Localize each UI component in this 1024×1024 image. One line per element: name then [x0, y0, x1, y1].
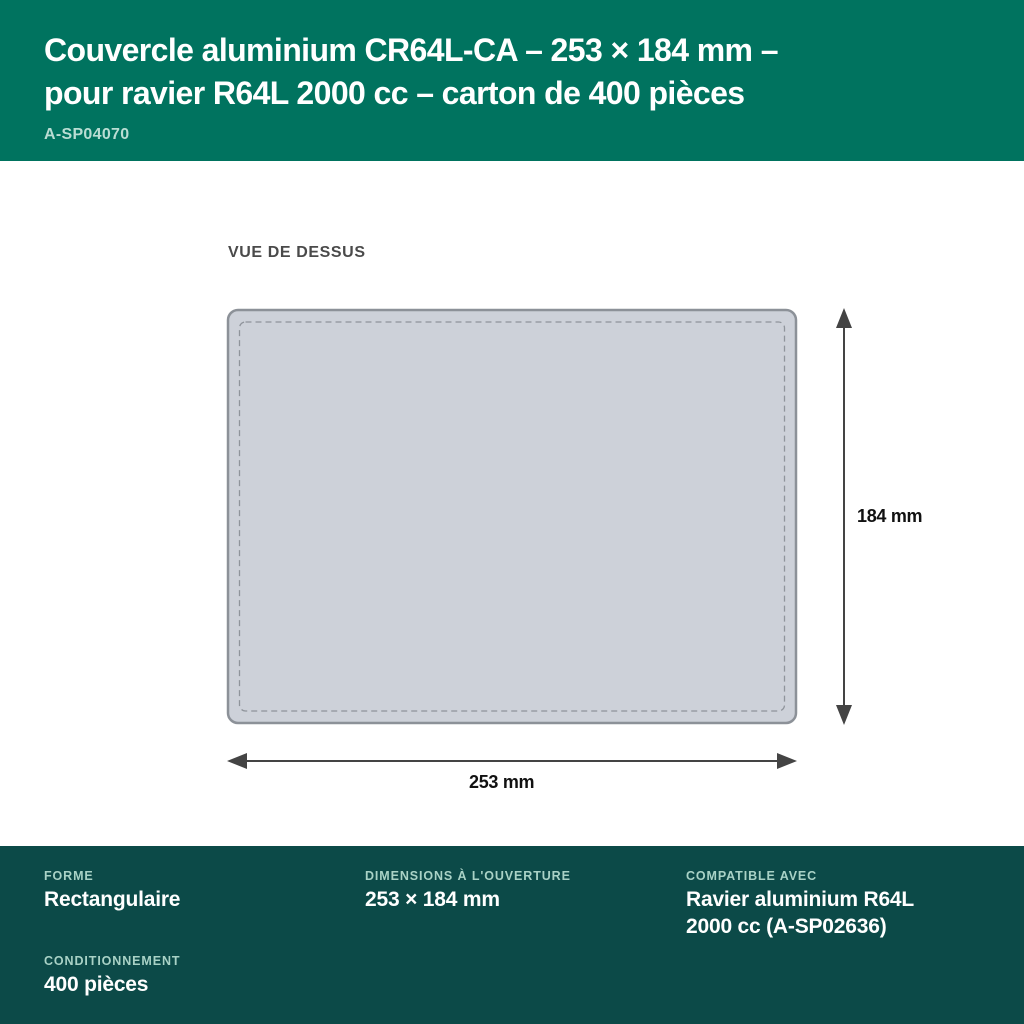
product-sku: A-SP04070	[44, 126, 130, 143]
spec-conditionnement	[44, 954, 180, 998]
top-view-drawing	[0, 161, 1024, 846]
spec-label: CONDITIONNEMENT	[44, 954, 181, 968]
product-title: Couvercle aluminium CR64L-CA – 253 × 184 mm – pour ravier R64L 2000 cc – carton de 400 pièces	[44, 32, 778, 111]
height-dimension-arrow	[836, 308, 852, 725]
spec-forme	[44, 869, 180, 913]
height-dimension-label: 184 mm	[857, 506, 923, 526]
spec-dimensions	[365, 869, 571, 913]
lid-outline	[228, 310, 796, 723]
spec-value: Ravier aluminium R64L 2000 cc (A-SP02636)	[686, 888, 915, 938]
spec-value: 253 × 184 mm	[365, 888, 500, 911]
spec-label: COMPATIBLE AVEC	[686, 869, 818, 883]
spec-compatible	[686, 869, 914, 940]
specs-panel	[0, 846, 1024, 1024]
spec-label: FORME	[44, 869, 94, 883]
spec-label: DIMENSIONS À L'OUVERTURE	[365, 869, 571, 883]
width-dimension-arrow	[227, 753, 797, 769]
spec-value: Rectangulaire	[44, 888, 181, 911]
view-label: VUE DE DESSUS	[228, 244, 366, 261]
technical-drawing-area	[0, 161, 1024, 846]
spec-value: 400 pièces	[44, 973, 149, 996]
header-banner	[0, 0, 1024, 161]
width-dimension-label: 253 mm	[469, 772, 535, 792]
